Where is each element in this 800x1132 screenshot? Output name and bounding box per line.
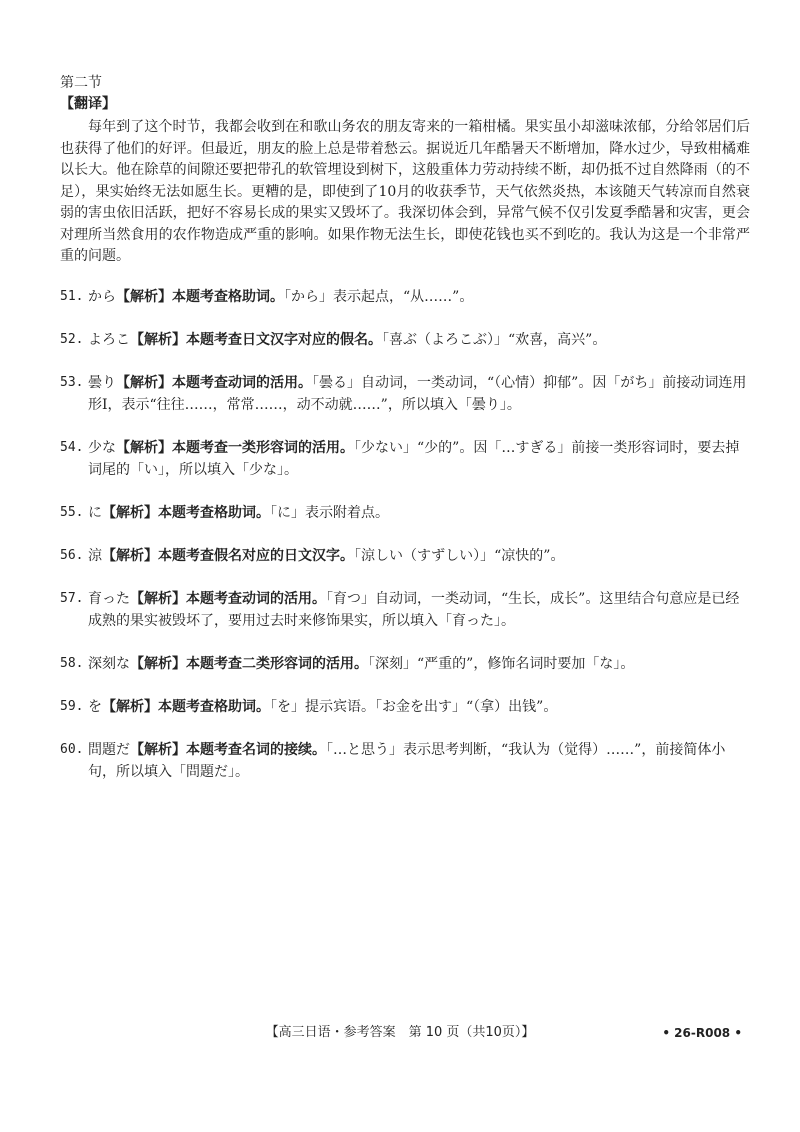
answer-item-58 [60,653,750,675]
answer-text: 育った [88,591,130,607]
analysis-text: 「涼しい（すずしい）」“凉快的”。 [354,548,565,564]
answer-text: 深刻な [88,656,130,672]
answer-item-60 [60,739,750,783]
section-title: 第二节 [60,75,102,91]
question-number: 56. [60,548,84,563]
analysis-heading: 【解析】本题考查格助词。 [102,505,270,521]
answer-item-53 [60,372,750,416]
answer-text: を [88,699,102,715]
analysis-text: 「…と思う」表示思考判断，“我认为（觉得）……”，前接简体小句，所以填入「問題だ」。 [88,742,726,780]
analysis-heading: 【解析】本题考查动词的活用。 [130,591,326,607]
translation-label: 【翻译】 [60,96,116,112]
analysis-heading: 【解析】本题考查假名对应的日文汉字。 [102,548,354,564]
analysis-heading: 【解析】本题考查名词的接续。 [130,742,326,758]
analysis-heading: 【解析】本题考查二类形容词的活用。 [130,656,368,672]
answer-item-55 [60,502,750,524]
analysis-text: 「少ない」“少的”。因「…すぎる」前接一类形容词时，要去掉词尾的「い」，所以填入「少な」。 [88,440,740,478]
page-footer: 【高三日语・参考答案 第 10 页（共10页）】 [265,1025,535,1040]
answer-text: 曇り [88,375,116,391]
answer-text: に [88,505,102,521]
analysis-heading: 【解析】本题考查动词的活用。 [116,375,312,391]
answer-item-54 [60,437,750,481]
question-number: 60. [60,742,84,757]
answer-list [60,286,750,804]
analysis-heading: 【解析】本题考查格助词。 [102,699,270,715]
question-number: 53. [60,375,84,390]
analysis-text: 「喜ぶ（よろこぶ）」“欢喜，高兴”。 [382,332,607,348]
analysis-heading: 【解析】本题考查格助词。 [116,289,284,305]
answer-text: から [88,289,116,305]
analysis-heading: 【解析】本题考查日文汉字对应的假名。 [130,332,382,348]
analysis-text: 「に」表示附着点。 [270,505,389,521]
analysis-text: 「曇る」自动词，一类动词，“（心情）抑郁”。因「がち」前接动词连用形Ⅰ，表示“往往……，常常……，动不动就……”，所以填入「曇り」。 [88,375,747,413]
document-code: • 26-R008 • [662,1026,742,1040]
analysis-text: 「を」提示宾语。「お金を出す」“（拿）出钱”。 [270,699,558,715]
answer-item-56 [60,545,750,567]
question-number: 52. [60,332,84,347]
answer-text: よろこ [88,332,130,348]
analysis-text: 「深刻」“严重的”，修饰名词时要加「な」。 [368,656,635,672]
answer-item-51 [60,286,750,308]
question-number: 57. [60,591,84,606]
answer-item-59 [60,696,750,718]
answer-item-52 [60,329,750,351]
answer-text: 問題だ [88,742,130,758]
translation-paragraph: 每年到了这个时节，我都会收到在和歌山务农的朋友寄来的一箱柑橘。果实虽小却滋味浓郁，分给邻居们后也获得了他们的好评。但最近，朋友的脸上总是带着愁云。据说近几年酷暑天不断增加，降水过少，导致柑橘难以长大。他在除草的间隙还要把带孔的软管埋设到树下，这般重体力劳动持续不断，却仍抵不过自然降雨（的不足），果实始终无法如愿生长。更糟的是，即使到了10月的收获季节，天气依然炎热，本该随天气转凉而自然衰弱的害虫依旧活跃，把好不容易长成的果实又毁坏了。我深切体会到，异常气候不仅引发夏季酷暑和灾害，更会对理所当然食用的农作物造成严重的影响。如果作物无法生长，即使花钱也买不到吃的。我认为这是一个非常严重的问题。 [60,119,750,264]
question-number: 51. [60,289,84,304]
question-number: 55. [60,505,84,520]
analysis-text: 「育つ」自动词，一类动词，“生长，成长”。这里结合句意应是已经成熟的果实被毁坏了，要用过去时来修饰果实，所以填入「育った」。 [88,591,740,629]
analysis-heading: 【解析】本题考查一类形容词的活用。 [116,440,354,456]
question-number: 58. [60,656,84,671]
answer-text: 少な [88,440,116,456]
question-number: 59. [60,699,84,714]
analysis-text: 「から」表示起点，“从……”。 [284,289,474,305]
question-number: 54. [60,440,84,455]
answer-text: 涼 [88,548,102,564]
answer-item-57 [60,588,750,632]
